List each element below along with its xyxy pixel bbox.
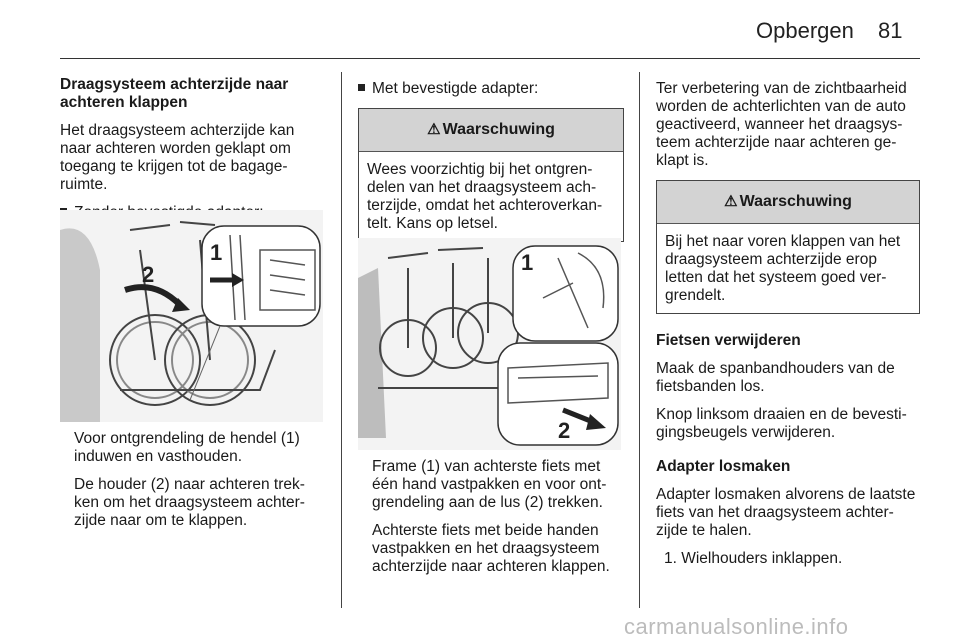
illustration-bike-carrier-with-adapter (358, 238, 621, 450)
header-divider (60, 58, 920, 59)
warning-title: Waarschuwing (442, 121, 555, 138)
warning-header (657, 181, 919, 224)
page-title: Opbergen (756, 18, 854, 43)
paragraph: Maak de spanbandhouders van de fietsbanden los. (656, 360, 895, 395)
step-text: Voor ontgrendeling de hendel (1) induwen en vasthouden. (74, 430, 300, 465)
paragraph: Het draagsysteem achterzijde kan naar achteren worden geklapt om toegang te krijgen tot de bagage-ruimte. (60, 122, 295, 193)
warning-box (656, 180, 920, 314)
numbered-list-item: 1. Wielhouders inklappen. (664, 550, 843, 567)
warning-header (359, 109, 623, 152)
column-3 (656, 80, 920, 578)
column-divider-1 (341, 72, 342, 608)
section-heading: Fietsen verwijderen (656, 332, 801, 349)
section-heading: Adapter losmaken (656, 458, 791, 475)
figure-label-2: 2 (142, 262, 155, 287)
step-text: De houder (2) naar achteren trek-ken om het draagsysteem achter-zijde naar om te klappen. (74, 476, 305, 529)
figure-label-2: 2 (558, 418, 571, 443)
illustration-bike-carrier-no-adapter (60, 210, 323, 422)
figure-label-1: 1 (521, 250, 534, 275)
column-divider-2 (639, 72, 640, 608)
column-2 (358, 80, 624, 252)
bullet-text: Met bevestigde adapter: (372, 80, 539, 97)
page-number: 81 (878, 18, 903, 43)
step-text: Frame (1) van achterste fiets met één hand vastpakken en voor ont-grendeling aan de lus (2) trekken. (372, 458, 607, 511)
warning-triangle-icon: ⚠ (427, 121, 441, 138)
watermark: carmanualsonline.info (624, 614, 849, 639)
column-1 (60, 76, 328, 232)
paragraph: Ter verbetering van de zichtbaarheid worden de achterlichten van de auto geactiveerd, wanneer het draagsys-teem achterzijde naar achteren ge-klapt is. (656, 80, 907, 169)
column-2-steps (358, 458, 624, 586)
warning-title: Waarschuwing (739, 193, 852, 210)
warning-text: Bij het naar voren klappen van het draagsysteem achterzijde erop letten dat het systeem goed ver-grendelt. (665, 233, 901, 304)
paragraph: Knop linksom draaien en de bevesti-gingsbeugels verwijderen. (656, 406, 907, 441)
bullet-item (358, 80, 624, 98)
section-heading: Draagsysteem achterzijde naar achteren klappen (60, 76, 289, 111)
warning-text: Wees voorzichtig bij het ontgren-delen van het draagsysteem ach-terzijde, omdat het achteroverkan-telt. Kans op letsel. (367, 161, 603, 232)
warning-triangle-icon: ⚠ (724, 193, 738, 210)
column-1-steps (60, 430, 328, 540)
bike-carrier-drawing (60, 210, 323, 422)
warning-box (358, 108, 624, 242)
figure-label-1: 1 (210, 240, 223, 265)
bike-carrier-adapter-drawing (358, 238, 621, 450)
paragraph: Adapter losmaken alvorens de laatste fiets van het draagsysteem achter-zijde te halen. (656, 486, 916, 539)
step-text: Achterste fiets met beide handen vastpakken en het draagsysteem achterzijde naar achteren klappen. (372, 522, 610, 575)
bullet-square-icon (358, 84, 365, 91)
